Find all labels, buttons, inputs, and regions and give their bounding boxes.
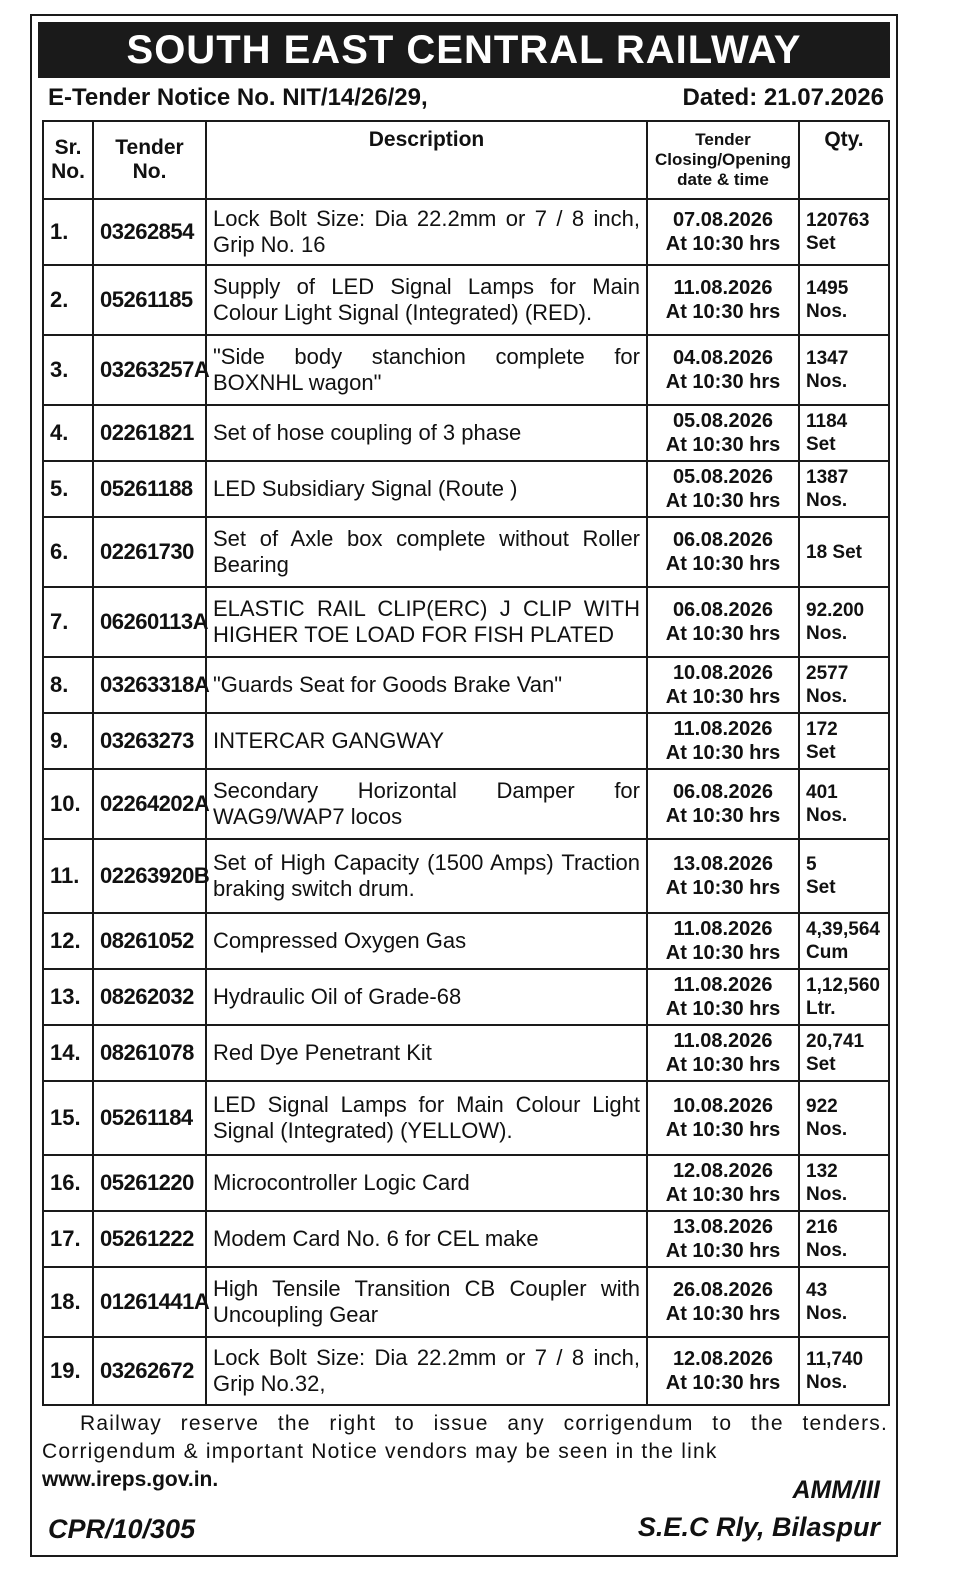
header-sr-line2: No. xyxy=(51,160,85,183)
tender-no-text: 05261222 xyxy=(100,1226,194,1251)
cell-tender-no xyxy=(93,199,206,265)
header-sr-line1: Sr. xyxy=(54,136,82,159)
qty-unit-text: Nos. xyxy=(806,1303,848,1324)
closing-time-text: At 10:30 hrs xyxy=(665,623,781,645)
table-row xyxy=(43,839,889,913)
cell-closing-date xyxy=(647,199,799,265)
ireps-link[interactable]: www.ireps.gov.in. xyxy=(42,1468,219,1491)
cell-closing-date xyxy=(647,405,799,461)
closing-time-text: At 10:30 hrs xyxy=(665,233,781,255)
qty-unit-text: Set xyxy=(806,233,836,254)
cell-sr-no xyxy=(43,405,93,461)
cell-description xyxy=(206,1155,647,1211)
qty-value-text: 172 xyxy=(806,719,838,740)
cell-qty xyxy=(799,1267,889,1337)
closing-date-text: 07.08.2026 xyxy=(672,209,774,231)
closing-date-text: 06.08.2026 xyxy=(672,599,774,621)
sr-no-text: 1. xyxy=(50,219,69,244)
cell-closing-date xyxy=(647,587,799,657)
closing-time-text: At 10:30 hrs xyxy=(665,686,781,708)
closing-date-text: 04.08.2026 xyxy=(672,347,774,369)
sr-no-text: 3. xyxy=(50,357,69,382)
qty-unit-text: Cum xyxy=(806,942,849,963)
cell-sr-no xyxy=(43,1155,93,1211)
cell-description xyxy=(206,199,647,265)
cell-closing-date xyxy=(647,969,799,1025)
qty-value-text: 401 xyxy=(806,782,838,803)
notice-title: SOUTH EAST CENTRAL RAILWAY xyxy=(38,22,890,78)
cell-closing-date xyxy=(647,1155,799,1211)
description-text: High Tensile Transition CB Coupler with Uncoupling Gear xyxy=(213,1276,640,1327)
header-closing-line1: Tender xyxy=(695,130,751,149)
header-description: Description xyxy=(206,121,647,199)
description-text: Modem Card No. 6 for CEL make xyxy=(213,1226,539,1251)
closing-time-text: At 10:30 hrs xyxy=(665,1240,781,1262)
cell-description xyxy=(206,769,647,839)
cell-description xyxy=(206,657,647,713)
tender-no-text: 03262854 xyxy=(100,219,194,244)
header-tender-line1: Tender xyxy=(115,136,184,159)
qty-unit-text: Nos. xyxy=(806,1372,848,1393)
header-tender-line2: No. xyxy=(132,160,167,183)
cell-tender-no xyxy=(93,913,206,969)
closing-time-text: At 10:30 hrs xyxy=(665,1372,781,1394)
qty-unit-text: Nos. xyxy=(806,686,848,707)
tender-table xyxy=(42,120,890,1406)
cell-qty xyxy=(799,913,889,969)
table-row xyxy=(43,199,889,265)
cell-closing-date xyxy=(647,335,799,405)
cell-tender-no xyxy=(93,1025,206,1081)
sr-no-text: 18. xyxy=(50,1289,81,1314)
tender-no-text: 03263318A xyxy=(100,672,210,697)
tender-no-text: 05261220 xyxy=(100,1170,194,1195)
tender-no-text: 01261441A xyxy=(100,1289,210,1314)
closing-time-text: At 10:30 hrs xyxy=(665,877,781,899)
description-text: "Guards Seat for Goods Brake Van" xyxy=(213,672,563,697)
qty-value-text: 1387 xyxy=(806,467,849,488)
closing-time-text: At 10:30 hrs xyxy=(665,742,781,764)
table-row xyxy=(43,769,889,839)
tender-no-text: 08261052 xyxy=(100,928,194,953)
cell-description xyxy=(206,461,647,517)
sr-no-text: 14. xyxy=(50,1040,81,1065)
cell-description xyxy=(206,913,647,969)
tender-no-text: 08261078 xyxy=(100,1040,194,1065)
qty-value-text: 120763 xyxy=(806,210,870,231)
cell-sr-no xyxy=(43,517,93,587)
description-text: INTERCAR GANGWAY xyxy=(213,728,445,753)
closing-time-text: At 10:30 hrs xyxy=(665,434,781,456)
table-row xyxy=(43,1025,889,1081)
cell-closing-date xyxy=(647,657,799,713)
closing-date-text: 11.08.2026 xyxy=(673,718,773,740)
qty-value-text: 11,740 xyxy=(806,1349,864,1370)
closing-date-text: 05.08.2026 xyxy=(672,466,774,488)
cell-description xyxy=(206,969,647,1025)
cell-description xyxy=(206,265,647,335)
description-text: Red Dye Penetrant Kit xyxy=(213,1040,432,1065)
closing-time-text: At 10:30 hrs xyxy=(665,805,781,827)
cell-tender-no xyxy=(93,657,210,713)
sr-no-text: 11. xyxy=(50,863,80,888)
cell-sr-no xyxy=(43,1211,93,1267)
description-text: Set of hose coupling of 3 phase xyxy=(213,420,522,445)
cell-description xyxy=(206,405,647,461)
cell-closing-date xyxy=(647,265,799,335)
cell-description xyxy=(206,1267,647,1337)
sr-no-text: 7. xyxy=(50,609,69,634)
description-text: Supply of LED Signal Lamps for Main Colour Light Signal (Integrated) (RED). xyxy=(213,274,640,325)
qty-value-text: 1495 xyxy=(806,278,849,299)
cell-closing-date xyxy=(647,713,799,769)
header-closing-line3: date & time xyxy=(677,170,769,189)
qty-value-text: 1184 xyxy=(806,411,848,432)
qty-value-text: 20,741 xyxy=(806,1031,865,1052)
cell-tender-no xyxy=(93,839,210,913)
header-closing-date xyxy=(647,121,799,199)
closing-time-text: At 10:30 hrs xyxy=(665,1054,781,1076)
closing-date-text: 10.08.2026 xyxy=(672,662,774,684)
tender-no-text: 06260113A xyxy=(100,609,209,634)
qty-value-text: 132 xyxy=(806,1161,838,1182)
header-tender-no xyxy=(93,121,206,199)
description-text: Set of Axle box complete without Roller Bearing xyxy=(213,526,640,577)
cell-sr-no xyxy=(43,461,93,517)
cell-tender-no xyxy=(93,517,206,587)
tender-notice xyxy=(30,14,898,1557)
qty-unit-text: Set xyxy=(806,1054,836,1075)
description-text: Hydraulic Oil of Grade-68 xyxy=(213,984,462,1009)
qty-unit-text: Set xyxy=(806,877,836,898)
cell-tender-no xyxy=(93,587,209,657)
cell-sr-no xyxy=(43,1267,93,1337)
sr-no-text: 2. xyxy=(50,287,69,312)
cell-sr-no xyxy=(43,713,93,769)
description-text: Lock Bolt Size: Dia 22.2mm or 7 / 8 inch, Grip No.32, xyxy=(213,1345,640,1396)
sr-no-text: 9. xyxy=(50,728,69,753)
qty-unit-text: Ltr. xyxy=(806,998,836,1019)
header-closing-line2: Closing/Opening xyxy=(655,150,791,169)
cell-closing-date xyxy=(647,839,799,913)
cell-description xyxy=(206,335,647,405)
cpr-number: CPR/10/305 xyxy=(48,1514,196,1544)
notice-subheader xyxy=(48,82,884,114)
cell-qty xyxy=(799,405,889,461)
table-row xyxy=(43,1211,889,1267)
tender-no-text: 02264202A xyxy=(100,791,210,816)
cell-sr-no xyxy=(43,969,93,1025)
table-row xyxy=(43,265,889,335)
cell-sr-no xyxy=(43,1081,93,1155)
closing-date-text: 11.08.2026 xyxy=(673,918,773,940)
sr-no-text: 15. xyxy=(50,1105,81,1130)
cell-closing-date xyxy=(647,913,799,969)
cell-tender-no xyxy=(93,969,206,1025)
description-text: ELASTIC RAIL CLIP(ERC) J CLIP WITH HIGHER TOE LOAD FOR FISH PLATED xyxy=(213,596,640,647)
table-row xyxy=(43,1337,889,1405)
cell-qty xyxy=(799,839,889,913)
table-row xyxy=(43,405,889,461)
cell-tender-no xyxy=(93,713,206,769)
cell-tender-no xyxy=(93,405,206,461)
qty-value-text: 1,12,560 xyxy=(806,975,880,996)
closing-date-text: 11.08.2026 xyxy=(673,1030,773,1052)
cell-qty xyxy=(799,461,889,517)
tender-no-text: 02263920B xyxy=(100,863,210,888)
cell-description xyxy=(206,1337,647,1405)
cell-tender-no xyxy=(93,1337,206,1405)
signatory-designation: AMM/III xyxy=(792,1476,880,1504)
table-row xyxy=(43,517,889,587)
tender-no-text: 05261188 xyxy=(100,476,193,501)
closing-time-text: At 10:30 hrs xyxy=(665,1184,781,1206)
closing-date-text: 26.08.2026 xyxy=(672,1279,774,1301)
sr-no-text: 16. xyxy=(50,1170,81,1195)
notice-date: Dated: 21.07.2026 xyxy=(682,84,884,111)
description-text: Lock Bolt Size: Dia 22.2mm or 7 / 8 inch, Grip No. 16 xyxy=(213,206,640,257)
tender-no-text: 03263257A xyxy=(100,357,210,382)
tender-no-text: 08262032 xyxy=(100,984,194,1009)
cell-tender-no xyxy=(93,265,206,335)
qty-value-text: 4,39,564 xyxy=(806,919,880,940)
closing-time-text: At 10:30 hrs xyxy=(665,998,781,1020)
sr-no-text: 10. xyxy=(50,791,81,816)
cell-sr-no xyxy=(43,199,93,265)
cell-closing-date xyxy=(647,1267,799,1337)
cell-qty xyxy=(799,1155,889,1211)
closing-date-text: 05.08.2026 xyxy=(672,410,774,432)
cell-sr-no xyxy=(43,657,93,713)
cell-tender-no xyxy=(93,769,210,839)
cell-qty xyxy=(799,713,889,769)
cell-description xyxy=(206,1025,647,1081)
closing-time-text: At 10:30 hrs xyxy=(665,371,781,393)
cell-closing-date xyxy=(647,1337,799,1405)
closing-date-text: 06.08.2026 xyxy=(672,781,774,803)
cell-qty xyxy=(799,517,889,587)
closing-time-text: At 10:30 hrs xyxy=(665,490,781,512)
sr-no-text: 8. xyxy=(50,672,69,697)
sr-no-text: 12. xyxy=(50,928,81,953)
table-row xyxy=(43,587,889,657)
closing-time-text: At 10:30 hrs xyxy=(665,301,781,323)
cell-sr-no xyxy=(43,769,93,839)
qty-unit-text: Nos. xyxy=(806,623,848,644)
qty-value-text: 2577 xyxy=(806,663,849,684)
cell-sr-no xyxy=(43,587,93,657)
description-text: Set of High Capacity (1500 Amps) Traction braking switch drum. xyxy=(213,850,640,901)
closing-time-text: At 10:30 hrs xyxy=(665,1119,781,1141)
cell-description xyxy=(206,517,647,587)
qty-value-text: 92.200 xyxy=(806,600,865,621)
cell-tender-no xyxy=(93,1211,206,1267)
table-row xyxy=(43,1155,889,1211)
qty-unit-text: Nos. xyxy=(806,1240,848,1261)
table-row xyxy=(43,335,889,405)
cell-qty xyxy=(799,265,889,335)
qty-unit-text: Nos. xyxy=(806,1184,848,1205)
qty-unit-text: Nos. xyxy=(806,301,848,322)
cell-closing-date xyxy=(647,517,799,587)
cell-tender-no xyxy=(93,335,210,405)
cell-description xyxy=(206,1081,647,1155)
table-row xyxy=(43,969,889,1025)
cell-qty xyxy=(799,587,889,657)
cell-closing-date xyxy=(647,1211,799,1267)
closing-date-text: 13.08.2026 xyxy=(672,853,774,875)
cell-closing-date xyxy=(647,461,799,517)
cell-closing-date xyxy=(647,1081,799,1155)
tender-no-text: 03262672 xyxy=(100,1358,194,1383)
description-text: Compressed Oxygen Gas xyxy=(213,928,467,953)
qty-value-text: 18 Set xyxy=(806,541,862,563)
tender-no-text: 05261184 xyxy=(100,1105,193,1130)
header-sr-no xyxy=(43,121,93,199)
cell-qty xyxy=(799,335,889,405)
sr-no-text: 6. xyxy=(50,539,69,564)
table-row xyxy=(43,657,889,713)
cell-qty xyxy=(799,1211,889,1267)
description-text: Microcontroller Logic Card xyxy=(213,1170,470,1195)
table-header-row xyxy=(43,121,889,199)
cell-description xyxy=(206,839,647,913)
cell-tender-no xyxy=(93,1155,206,1211)
description-text: LED Subsidiary Signal (Route ) xyxy=(213,476,518,501)
closing-date-text: 12.08.2026 xyxy=(672,1160,774,1182)
cell-qty xyxy=(799,969,889,1025)
cell-closing-date xyxy=(647,769,799,839)
closing-time-text: At 10:30 hrs xyxy=(665,942,781,964)
qty-unit-text: Nos. xyxy=(806,1119,848,1140)
qty-unit-text: Set xyxy=(806,742,836,763)
table-row xyxy=(43,913,889,969)
cell-description xyxy=(206,713,647,769)
cell-qty xyxy=(799,199,889,265)
closing-date-text: 12.08.2026 xyxy=(672,1348,774,1370)
table-row xyxy=(43,713,889,769)
qty-value-text: 43 xyxy=(806,1280,828,1301)
table-row xyxy=(43,461,889,517)
qty-unit-text: Nos. xyxy=(806,371,848,392)
closing-time-text: At 10:30 hrs xyxy=(665,1303,781,1325)
cell-closing-date xyxy=(647,1025,799,1081)
corrigendum-note: Railway reserve the right to issue any corrigendum to the tenders. Corrigendum & important Notice vendors may be seen in the link xyxy=(42,1412,888,1463)
description-text: "Side body stanchion complete for BOXNHL wagon" xyxy=(213,344,640,395)
cell-qty xyxy=(799,1081,889,1155)
table-row xyxy=(43,1267,889,1337)
cell-qty xyxy=(799,1025,889,1081)
cell-sr-no xyxy=(43,1025,93,1081)
cell-tender-no xyxy=(93,1081,206,1155)
qty-value-text: 216 xyxy=(806,1217,838,1238)
closing-date-text: 11.08.2026 xyxy=(673,974,773,996)
signatory-office: S.E.C Rly, Bilaspur xyxy=(637,1512,880,1542)
qty-value-text: 1347 xyxy=(806,348,849,369)
cell-sr-no xyxy=(43,335,93,405)
cell-description xyxy=(206,1211,647,1267)
sr-no-text: 17. xyxy=(50,1226,81,1251)
tender-no-text: 05261185 xyxy=(100,287,193,312)
cell-qty xyxy=(799,657,889,713)
table-row xyxy=(43,1081,889,1155)
qty-value-text: 922 xyxy=(806,1096,838,1117)
sr-no-text: 5. xyxy=(50,476,69,501)
cell-tender-no xyxy=(93,1267,210,1337)
closing-date-text: 10.08.2026 xyxy=(672,1095,774,1117)
closing-date-text: 13.08.2026 xyxy=(672,1216,774,1238)
tender-no-text: 02261821 xyxy=(100,420,194,445)
cell-qty xyxy=(799,769,889,839)
cell-sr-no xyxy=(43,913,93,969)
qty-unit-text: Set xyxy=(806,434,836,455)
qty-value-text: 5 xyxy=(806,854,817,875)
description-text: Secondary Horizontal Damper for WAG9/WAP7 locos xyxy=(213,778,640,829)
closing-date-text: 11.08.2026 xyxy=(673,277,773,299)
closing-date-text: 06.08.2026 xyxy=(672,529,774,551)
cell-qty xyxy=(799,1337,889,1405)
closing-time-text: At 10:30 hrs xyxy=(665,553,781,575)
description-text: LED Signal Lamps for Main Colour Light Signal (Integrated) (YELLOW). xyxy=(213,1092,640,1143)
cell-sr-no xyxy=(43,265,93,335)
cell-sr-no xyxy=(43,1337,93,1405)
sr-no-text: 13. xyxy=(50,984,81,1009)
qty-unit-text: Nos. xyxy=(806,805,848,826)
qty-unit-text: Nos. xyxy=(806,490,848,511)
cell-sr-no xyxy=(43,839,93,913)
header-qty: Qty. xyxy=(799,121,889,199)
cell-description xyxy=(206,587,647,657)
tender-no-text: 03263273 xyxy=(100,728,194,753)
sr-no-text: 19. xyxy=(50,1358,81,1383)
sr-no-text: 4. xyxy=(50,420,69,445)
tender-notice-number: E-Tender Notice No. NIT/14/26/29, xyxy=(48,84,428,111)
tender-no-text: 02261730 xyxy=(100,539,194,564)
cell-tender-no xyxy=(93,461,206,517)
footer-note-block xyxy=(42,1410,888,1494)
